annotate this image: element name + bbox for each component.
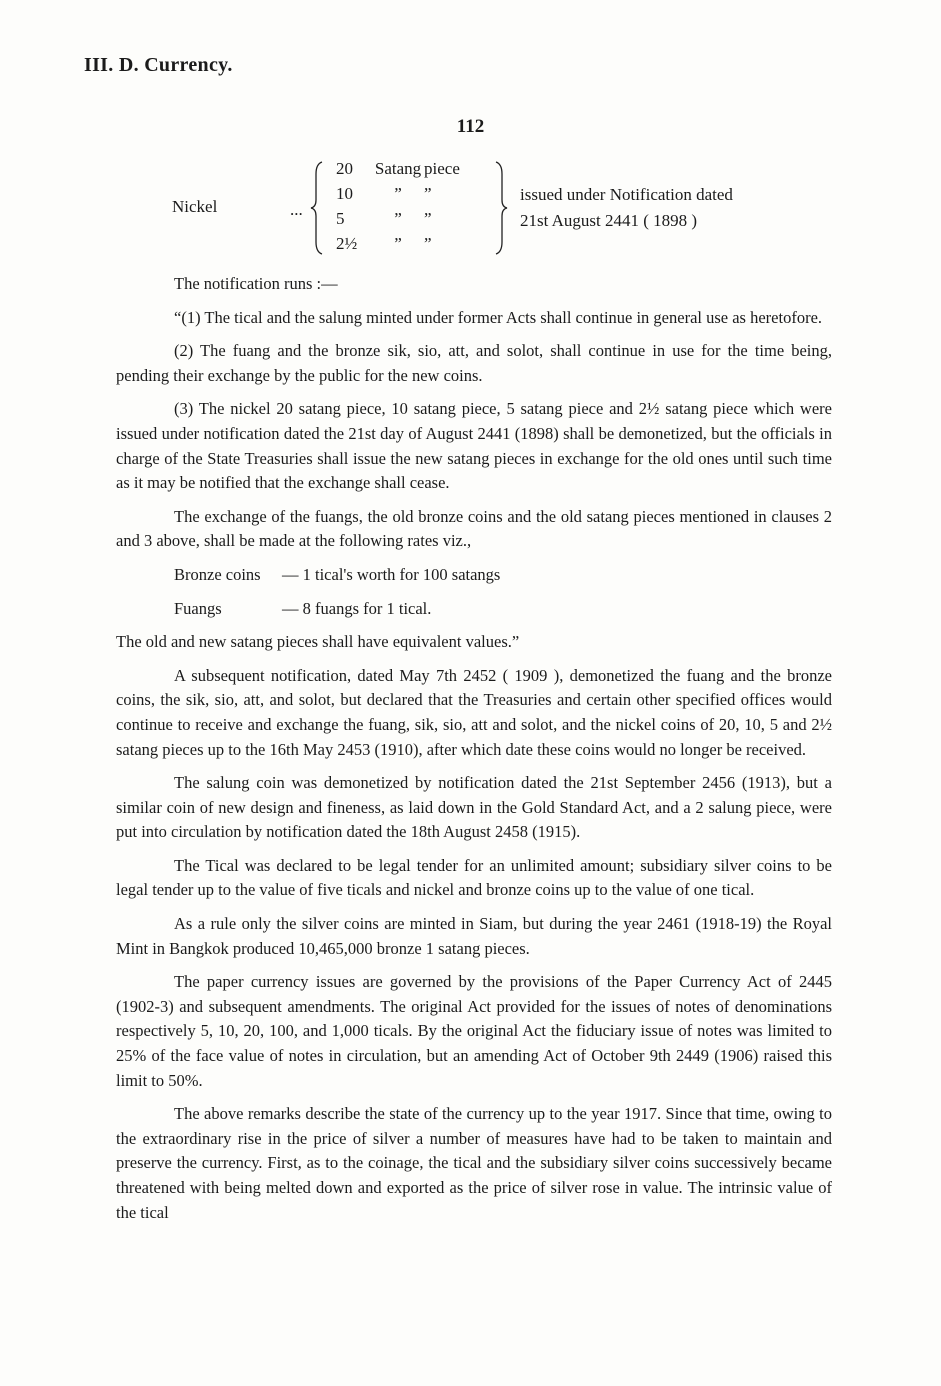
paragraph: The exchange of the fuangs, the old bronze coins and the old satang pieces mentioned in clauses 2 and 3 above, shall be made at the following rates viz., — [116, 506, 832, 551]
right-brace-icon — [494, 160, 508, 256]
paragraph: The salung coin was demonetized by notification dated the 21st September 2456 (1913), but a similar coin of new design and fineness, as laid down in the Gold Standard Act, and a 2 salung piece, were put into circulation by notification dated the 18th August 2458 (1915). — [116, 773, 832, 842]
coin-piece: piece — [424, 158, 460, 178]
coin-denomination: 20 — [336, 158, 353, 178]
nickel-label: Nickel — [172, 197, 218, 216]
coin-piece: ” — [424, 233, 432, 253]
coin-piece: ” — [424, 208, 432, 228]
coin-row — [336, 181, 476, 206]
paragraph: The notification runs :— — [174, 274, 338, 293]
paragraph: As a rule only the silver coins are minted in Siam, but during the year 2461 (1918-19) the Royal Mint in Bangkok produced 10,465,000 bronze 1 satang pieces. — [116, 914, 832, 958]
coin-piece: ” — [424, 183, 432, 203]
body-text — [116, 272, 832, 1234]
section-header: III. D. Currency. — [84, 54, 233, 76]
rate-label: Fuangs — [174, 598, 222, 618]
coin-row — [336, 156, 476, 181]
paragraph: A subsequent notification, dated May 7th 2452 ( 1909 ), demonetized the fuang and the bronze coins, the sik, sio, att, and solot, but declared that the Treasuries and certain other specified offices would continue to receive and exchange the fuang, sik, sio, att and solot, and the nickel coins of 20, 10, 5 and 2½ satang pieces up to the 16th May 2453 (1910), after which date these coins would no longer be received. — [116, 665, 832, 759]
page-number: 112 — [456, 116, 485, 137]
exchange-rate-row — [174, 563, 832, 588]
coin-unit: Satang — [374, 158, 422, 178]
coin-denomination: 2½ — [336, 233, 358, 253]
coin-unit: ” — [394, 183, 402, 203]
paragraph: The above remarks describe the state of the currency up to the year 1917. Since that time, owing to the extraordinary rise in the price of silver a number of measures have had to be taken to maintain and preserve the currency. First, as to the coinage, the tical and the subsidiary silver coins successively became threatened with being melted down and exported as the price of silver rose in value. The intrinsic value of the tical — [116, 1104, 832, 1222]
paragraph: The Tical was declared to be legal tender for an unlimited amount; subsidiary silver coins to be legal tender up to the value of five ticals and nickel and bronze coins up to the value of one tical. — [116, 855, 832, 900]
issued-note — [520, 182, 733, 234]
paragraph: The paper currency issues are governed by the provisions of the Paper Currency Act of 2445 (1902-3) and subsequent amendments. The original Act provided for the issues of notes of denominations respectively 5, 10, 20, 100, and 1,000 ticals. By the original Act the fiduciary issue of notes was limited to 25% of the face value of notes in circulation, but an amending Act of October 9th 2449 (1906) raised this limit to 50%. — [116, 972, 832, 1090]
leader-dots: ... — [290, 200, 303, 219]
coin-row — [336, 231, 476, 256]
coin-row — [336, 206, 476, 231]
coin-unit: ” — [394, 233, 402, 253]
left-brace-icon — [310, 160, 324, 256]
coin-table — [336, 156, 476, 256]
paragraph: The old and new satang pieces shall have equivalent values.” — [116, 632, 520, 652]
issued-line: issued under Notification dated — [520, 185, 733, 204]
issued-line: 21st August 2441 ( 1898 ) — [520, 211, 698, 230]
paragraph: “(1) The tical and the salung minted under former Acts shall continue in general use as heretofore. — [174, 307, 823, 327]
coin-unit: ” — [394, 208, 402, 228]
paragraph: (2) The fuang and the bronze sik, sio, att, and solot, shall continue in use for the time being, pending their exchange by the public for the new coins. — [116, 341, 832, 385]
paragraph: (3) The nickel 20 satang piece, 10 satang piece, 5 satang piece and 2½ satang piece which were issued under notification dated the 21st day of August 2441 (1898) shall be demonetized, but the officials in charge of the State Treasuries shall issue the new satang pieces in exchange for the old ones until such time as it may be notified that the exchange shall cease. — [116, 399, 832, 493]
coin-denomination: 10 — [336, 183, 353, 203]
rate-value: — 1 tical's worth for 100 satangs — [282, 564, 501, 584]
exchange-rate-row — [174, 597, 832, 622]
coin-denomination: 5 — [336, 208, 345, 228]
rate-value: — 8 fuangs for 1 tical. — [282, 598, 432, 618]
rate-label: Bronze coins — [174, 564, 261, 584]
